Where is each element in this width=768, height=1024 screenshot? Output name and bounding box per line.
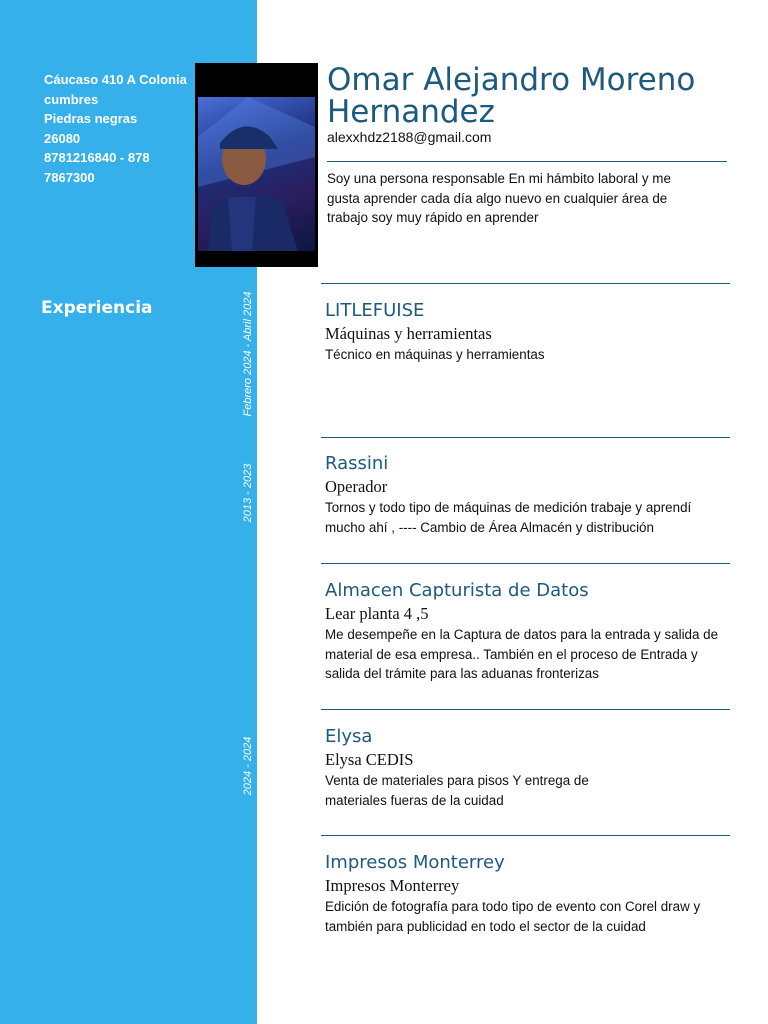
job-description: Venta de materiales para pisos Y entrega de materiales fueras de la cuidad xyxy=(325,773,589,808)
email-address: alexxhdz2188@gmail.com xyxy=(327,129,492,145)
person-silhouette-icon xyxy=(198,97,315,251)
date-range: 2024 - 2024 xyxy=(242,736,254,796)
job-title: Elysa CEDIS xyxy=(325,750,414,769)
job-title: Operador xyxy=(325,477,388,496)
job-company: Impresos Monterrey xyxy=(325,852,505,873)
job-entry xyxy=(325,725,730,810)
job-title: Lear planta 4 ,5 xyxy=(325,604,429,623)
job-description: Edición de fotografía para todo tipo de evento con Corel draw y también para publicidad en todo el sector de la cuidad xyxy=(325,899,701,934)
job-entry xyxy=(325,851,730,936)
job-company: Almacen Capturista de Datos xyxy=(325,580,589,601)
job-company: Elysa xyxy=(325,726,373,747)
job-description: Tornos y todo tipo de máquinas de medición trabaje y aprendí mucho ahí , ---- Cambio de Área Almacén y distribución xyxy=(325,500,692,535)
divider xyxy=(321,563,730,564)
address-line-1: Cáucaso 410 A Colonia xyxy=(44,72,187,87)
divider xyxy=(321,437,730,438)
job-title: Máquinas y herramientas xyxy=(325,324,492,343)
date-range: 2013 - 2023 xyxy=(242,463,254,523)
job-entry xyxy=(325,579,730,684)
job-description: Me desempeñe en la Captura de datos para la entrada y salida de material de esa empresa.. También en el proceso de Entrada y salida del trámite para las aduanas fronterizas xyxy=(325,627,719,682)
candidate-name: Omar Alejandro Moreno Hernandez xyxy=(327,62,696,130)
divider xyxy=(321,835,730,836)
postal-code: 26080 xyxy=(44,130,81,146)
profile-summary: Soy una persona responsable En mi hámbito laboral y me gusta aprender cada día algo nuevo en cualquier área de trabajo soy muy rápido en aprender xyxy=(327,171,671,226)
job-description: Técnico en máquinas y herramientas xyxy=(325,347,545,362)
contact-info xyxy=(44,70,194,188)
job-company: Rassini xyxy=(325,453,389,474)
experience-heading: Experiencia xyxy=(41,298,153,318)
profile-photo xyxy=(195,63,318,267)
job-entry xyxy=(325,299,730,365)
job-entry xyxy=(325,452,730,537)
phone-line-1: 8781216840 - 878 xyxy=(44,150,150,166)
address-line-2: cumbres xyxy=(44,91,99,107)
divider xyxy=(321,283,730,284)
divider xyxy=(321,709,730,710)
profile-photo-image xyxy=(198,97,315,251)
job-title: Impresos Monterrey xyxy=(325,876,460,895)
job-company: LITLEFUISE xyxy=(325,300,425,321)
phone-line-2: 7867300 xyxy=(44,169,95,185)
date-range: Febrero 2024 - Abril 2024 xyxy=(242,291,254,417)
divider xyxy=(327,161,727,162)
city: Piedras negras xyxy=(44,111,138,127)
